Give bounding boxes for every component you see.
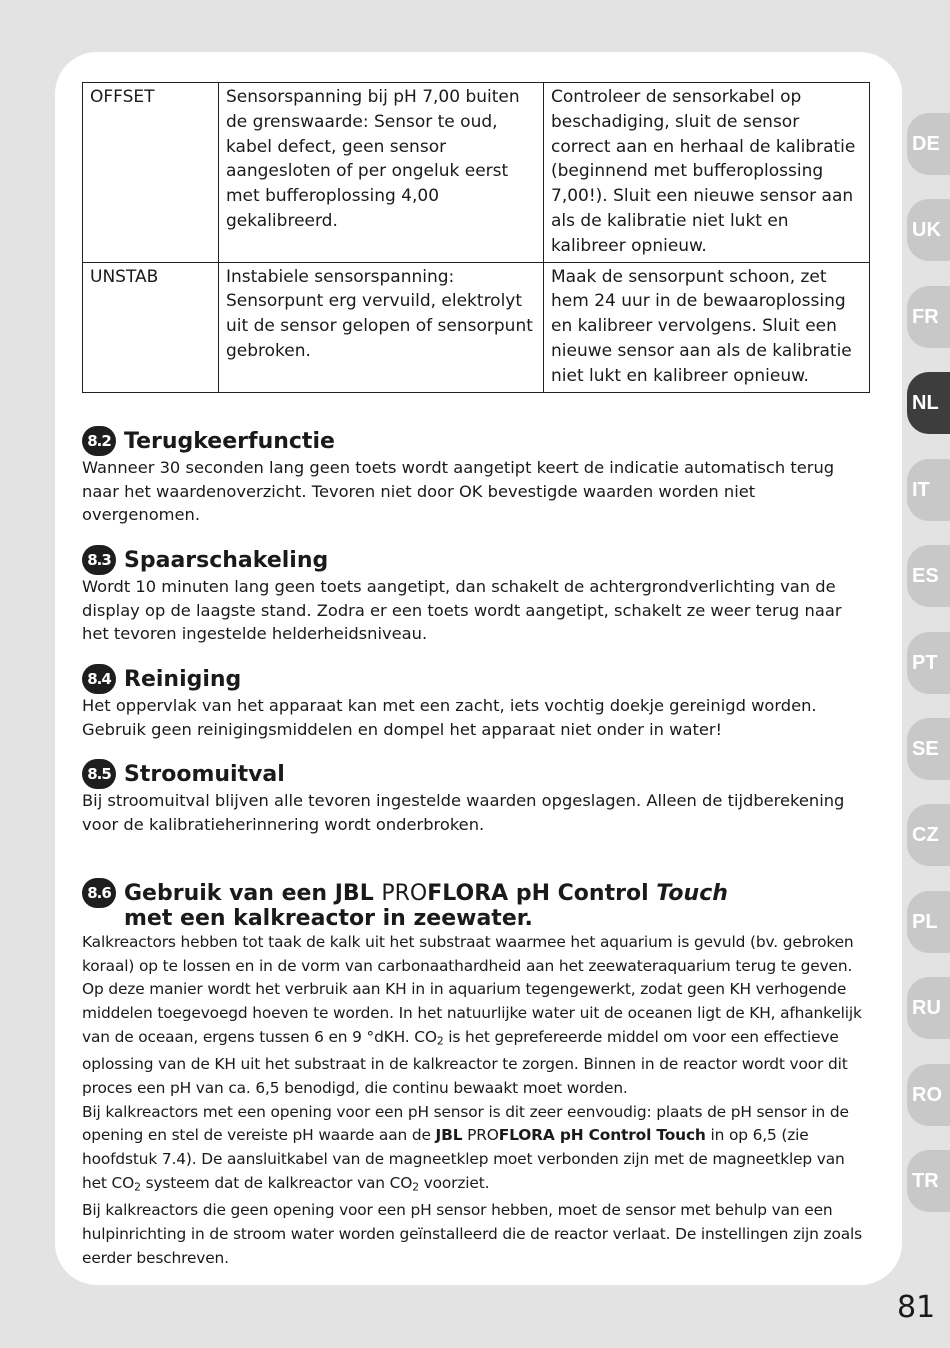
- section-body: Bij stroomuitval blijven alle tevoren ingestelde waarden opgeslagen. Alleen de tijdberekening voor de kalibratieherinnering wordt onderbroken.: [82, 791, 845, 834]
- lang-tab-nl[interactable]: NL: [907, 372, 950, 434]
- lang-tab-uk[interactable]: UK: [907, 199, 950, 261]
- section-body: [82, 931, 872, 1270]
- paragraph-text: in op 6,5 (zie hoofdstuk 7.4). De aansluitkabel van de magneetklep moet verbonden zijn met de magneetklep van het CO: [82, 1126, 845, 1192]
- paragraph-text: voorziet.: [418, 1173, 490, 1192]
- title-touch: Touch: [656, 881, 728, 906]
- page-number: 81: [897, 1290, 936, 1325]
- section-heading: [82, 762, 872, 789]
- section-title: Terugkeerfunctie: [124, 429, 335, 454]
- section-body: Wordt 10 minuten lang geen toets aangetipt, dan schakelt de achtergrondverlichting van de display op de laagste stand. Zodra er een toets wordt aangetipt, schakelt ze weer terug naar het tevoren ingestelde helderheidsniveau.: [82, 577, 842, 644]
- section-number-badge: 8.5: [82, 759, 116, 789]
- section-heading: [82, 667, 872, 694]
- table-row: [83, 83, 870, 263]
- paragraph-text: is het geprefereerde middel om voor een effectieve oplossing van de KH uit het substraat in de kalkreactor te zorgen. Binnen in de reactor wordt voor dit proces een pH van ca. 6,5 benodigd, die continu bewaakt moet worden.: [82, 1027, 848, 1097]
- section-8-5: [82, 762, 872, 836]
- title-pro: PRO: [381, 881, 428, 906]
- lang-tab-cz[interactable]: CZ: [907, 804, 950, 866]
- section-heading: [82, 881, 872, 931]
- paragraph-text: Kalkreactors hebben tot taak de kalk uit het substraat waarmee het aquarium is gevuld (bv. gebroken koraal) op te lossen en in de vorm van carbonaathardheid aan het zeewateraquarium terug te geven. Op deze manier wordt het verbruik aan KH in in aquarium tegengewerkt, zodat geen KH verhogende middelen toegevoegd hoeven te worden. In het natuurlijke water uit de oceanen ligt de KH, afhankelijk van de oceaan, ergens tussen 6 en 9 °dKH. CO: [82, 933, 862, 1046]
- section-8-6: [82, 881, 872, 1270]
- subscript: 2: [436, 1034, 444, 1048]
- section-8-3: [82, 548, 872, 646]
- title-text: Gebruik van een JBL: [124, 881, 382, 906]
- error-table: [82, 82, 870, 393]
- subscript: 2: [134, 1180, 141, 1194]
- title-text: FLORA pH Control: [427, 881, 657, 906]
- paragraph-text: Bij kalkreactors met een opening voor een pH sensor is dit zeer eenvoudig: plaats de pH sensor in de opening en stel de vereiste pH waarde aan de: [82, 1102, 849, 1145]
- lang-tab-ru[interactable]: RU: [907, 977, 950, 1039]
- error-remedy: Maak de sensorpunt schoon, zet hem 24 uur in de bewaaroplossing en kalibreer vervolgens. Sluit een nieuwe sensor aan als de kalibratie niet lukt en kalibreer opnieuw.: [544, 262, 870, 392]
- section-number-badge: 8.6: [82, 878, 116, 908]
- lang-tab-pl[interactable]: PL: [907, 891, 950, 953]
- section-body: Wanneer 30 seconden lang geen toets wordt aangetipt keert de indicatie automatisch terug naar het waardenoverzicht. Tevoren niet door OK bevestigde waarden worden niet overgenomen.: [82, 458, 835, 525]
- subscript: 2: [412, 1180, 419, 1194]
- paragraph: [82, 931, 872, 1101]
- table-row: [83, 262, 870, 392]
- product-brand: JBL: [435, 1126, 463, 1145]
- lang-tab-it[interactable]: IT: [907, 459, 950, 521]
- paragraph: Bij kalkreactors die geen opening voor een pH sensor hebben, moet de sensor met behulp van een hulpinrichting in de stroom water worden geïnstalleerd die de reactor verlaat. De instellingen zijn zoals eerder beschreven.: [82, 1201, 862, 1267]
- section-8-4: [82, 667, 872, 741]
- product-name: FLORA pH Control Touch: [498, 1126, 706, 1145]
- lang-tab-fr[interactable]: FR: [907, 286, 950, 348]
- title-line-2: met een kalkreactor in zeewater.: [124, 906, 533, 931]
- section-number-badge: 8.2: [82, 426, 116, 456]
- paragraph: [82, 1101, 872, 1200]
- error-remedy: Controleer de sensorkabel op beschadiging, sluit de sensor correct aan en herhaal de kalibratie (beginnend met bufferoplossing 7,00!). Sluit een nieuwe sensor aan als de kalibratie niet lukt en kalibreer opnieuw.: [544, 83, 870, 263]
- section-heading: [82, 548, 872, 575]
- lang-tab-de[interactable]: DE: [907, 113, 950, 175]
- section-number-badge: 8.4: [82, 664, 116, 694]
- section-title: Reiniging: [124, 667, 242, 692]
- section-heading: [82, 429, 872, 456]
- section-number-badge: 8.3: [82, 545, 116, 575]
- paragraph-text: systeem dat de kalkreactor van CO: [140, 1173, 413, 1192]
- section-body: Het oppervlak van het apparaat kan met een zacht, iets vochtig doekje gereinigd worden. Gebruik geen reinigingsmiddelen en dompel het apparaat niet onder in water!: [82, 696, 817, 739]
- error-cause: Sensorspanning bij pH 7,00 buiten de grenswaarde: Sensor te oud, kabel defect, geen sensor aangesloten of per ongeluk eerst met bufferoplossing 4,00 gekalibreerd.: [219, 83, 544, 263]
- section-title: Spaarschakeling: [124, 548, 329, 573]
- lang-tab-ro[interactable]: RO: [907, 1064, 950, 1126]
- lang-tab-se[interactable]: SE: [907, 718, 950, 780]
- section-title: Stroomuitval: [124, 762, 285, 787]
- lang-tab-tr[interactable]: TR: [907, 1150, 950, 1212]
- error-cause: Instabiele sensorspanning: Sensorpunt erg vervuild, elektrolyt uit de sensor gelopen of sensorpunt gebroken.: [219, 262, 544, 392]
- lang-tab-es[interactable]: ES: [907, 545, 950, 607]
- section-8-2: [82, 429, 872, 527]
- error-code: OFFSET: [83, 83, 219, 263]
- lang-tab-pt[interactable]: PT: [907, 632, 950, 694]
- section-title: [124, 881, 728, 931]
- error-code: UNSTAB: [83, 262, 219, 392]
- product-pro: PRO: [462, 1126, 499, 1145]
